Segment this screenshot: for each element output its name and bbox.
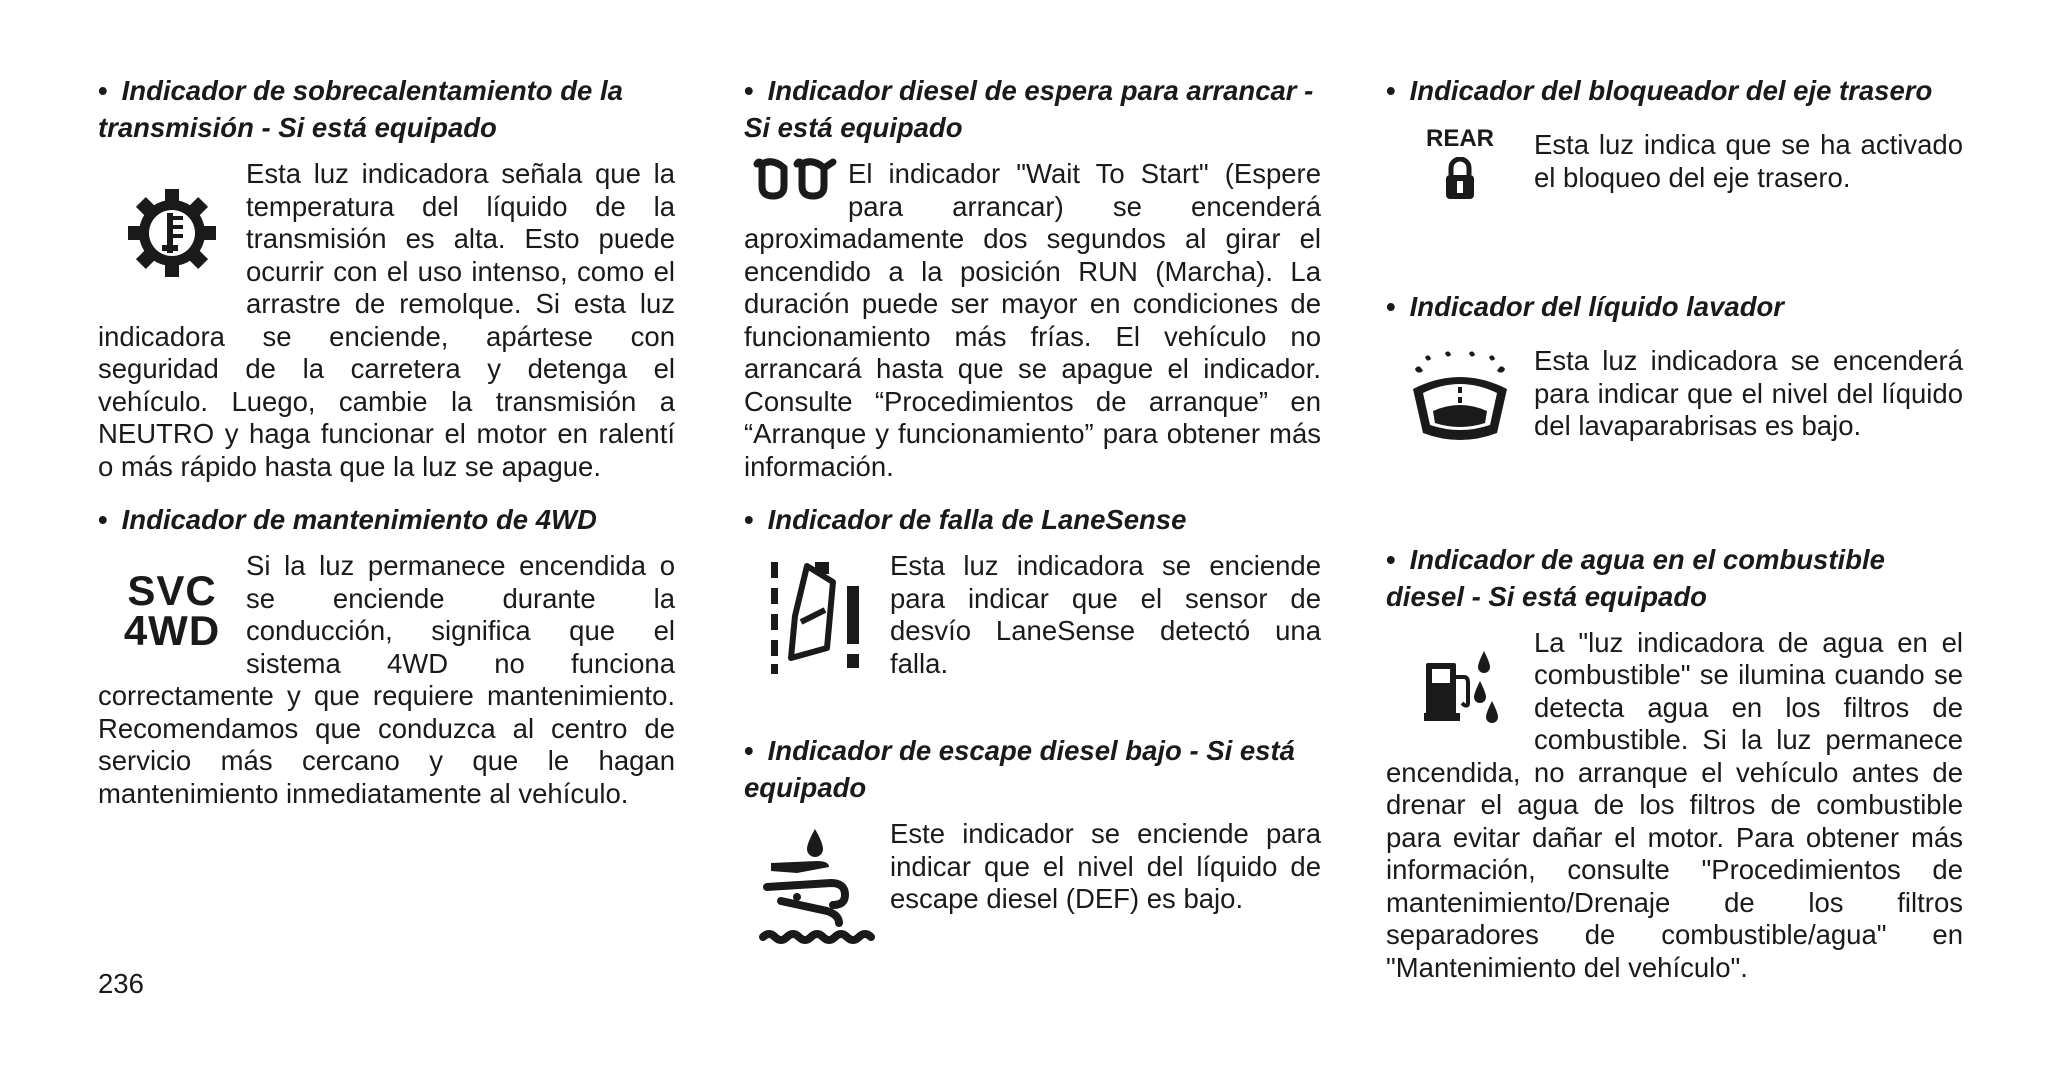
diesel-exhaust-fluid-icon xyxy=(744,820,890,950)
column-1 xyxy=(98,72,675,810)
wait-to-start-section xyxy=(744,72,1321,483)
water-in-fuel-icon xyxy=(1386,629,1534,749)
washer-fluid-icon xyxy=(1386,339,1534,459)
low-def-section xyxy=(744,732,1321,916)
bullet: • xyxy=(744,735,754,766)
svc-4wd-icon: SVC 4WD xyxy=(123,567,221,654)
section-text: Esta luz indica que se ha activado el bloqueo del eje trasero. xyxy=(1534,129,1963,193)
section-heading: • Indicador diesel de espera para arrancar - Si está equipado xyxy=(744,75,1314,143)
section-heading: • Indicador de mantenimiento de 4WD xyxy=(98,504,597,535)
bullet: • xyxy=(744,75,754,106)
section-text: Si la luz permanece encendida o se enciende durante la conducción, significa que el sistema 4WD no funciona correctamente y que requiere mantenimiento. Recomendamos que conduzca al centro de servicio más cercano y que le hagan mantenimiento inmediatamente al vehículo. xyxy=(98,550,675,809)
bullet: • xyxy=(1386,543,1396,575)
lanesense-fault-icon xyxy=(744,552,890,682)
section-heading: • Indicador del líquido lavador xyxy=(1386,291,1784,322)
section-heading: • Indicador de sobrecalentamiento de la transmisión - Si está equipado xyxy=(98,75,623,143)
section-text: Esta luz indicadora señala que la temperatura del líquido de la transmisión es alta. Esto puede ocurrir con el uso intenso, como el arrastre de remolque. Si esta luz indicadora se enciende, apártese con seguridad de la carretera y detenga el vehículo. Luego, cambie la transmisión a NEUTRO y haga funcionar el motor en ralentí o más rápido hasta que la luz se apague. xyxy=(98,158,675,482)
column-3 xyxy=(1386,72,1963,984)
section-text: Esta luz indicadora se enciende para indicar que el sensor de desvío LaneSense detectó una falla. xyxy=(890,550,1321,679)
page-number: 236 xyxy=(98,968,144,999)
section-text: La "luz indicadora de agua en el combustible" se ilumina cuando se detecta agua en los filtros de combustible. Si la luz permanece encendida, no arranque el vehículo antes de drenar el agua de los filtros de combustible para evitar dañar el motor. Para obtener más información, consulte "Procedimientos de mantenimiento/Drenaje de los filtros separadores de combustible/agua" en "Mantenimiento del vehículo". xyxy=(1386,626,1963,983)
section-heading: • Indicador de falla de LaneSense xyxy=(744,504,1187,535)
glow-plug-icon xyxy=(744,156,848,218)
4wd-service-section xyxy=(98,501,675,810)
section-text: Esta luz indicadora se encenderá para indicar que el nivel del líquido del lavaparabrisas es bajo. xyxy=(1534,345,1963,441)
section-heading: • Indicador de escape diesel bajo - Si está equipado xyxy=(744,735,1295,803)
section-text: El indicador "Wait To Start" (Espere para arrancar) se encenderá aproximadamente dos segundos al girar el encendido a la posición RUN (Marcha). La duración puede ser mayor en condiciones de funcionamiento más frías. El vehículo no arrancará hasta que se apague el indicador. Consulte “Procedimientos de arranque” en “Arranque y funcionamiento” para obtener más información. xyxy=(744,158,1321,482)
section-text: Este indicador se enciende para indicar que el nivel del líquido de escape diesel (DEF) es bajo. xyxy=(890,818,1321,914)
washer-fluid-section xyxy=(1386,288,1963,443)
bullet: • xyxy=(744,504,754,535)
rear-axle-lock-icon: REAR xyxy=(1386,121,1534,221)
rear-axle-lock-section xyxy=(1386,72,1963,194)
lanesense-fault-section xyxy=(744,501,1321,680)
section-heading: • Indicador del bloqueador del eje trasero xyxy=(1386,75,1933,106)
bullet: • xyxy=(1386,75,1396,106)
bullet: • xyxy=(1386,291,1396,322)
bullet: • xyxy=(98,75,108,106)
bullet: • xyxy=(98,504,108,535)
padlock-icon xyxy=(1443,157,1477,201)
column-2 xyxy=(744,72,1321,950)
section-heading: • Indicador de agua en el combustible diesel - Si está equipado xyxy=(1386,543,1885,612)
water-in-fuel-section xyxy=(1386,541,1963,985)
transmission-overheat-section xyxy=(98,72,675,483)
transmission-temperature-icon xyxy=(98,158,246,308)
